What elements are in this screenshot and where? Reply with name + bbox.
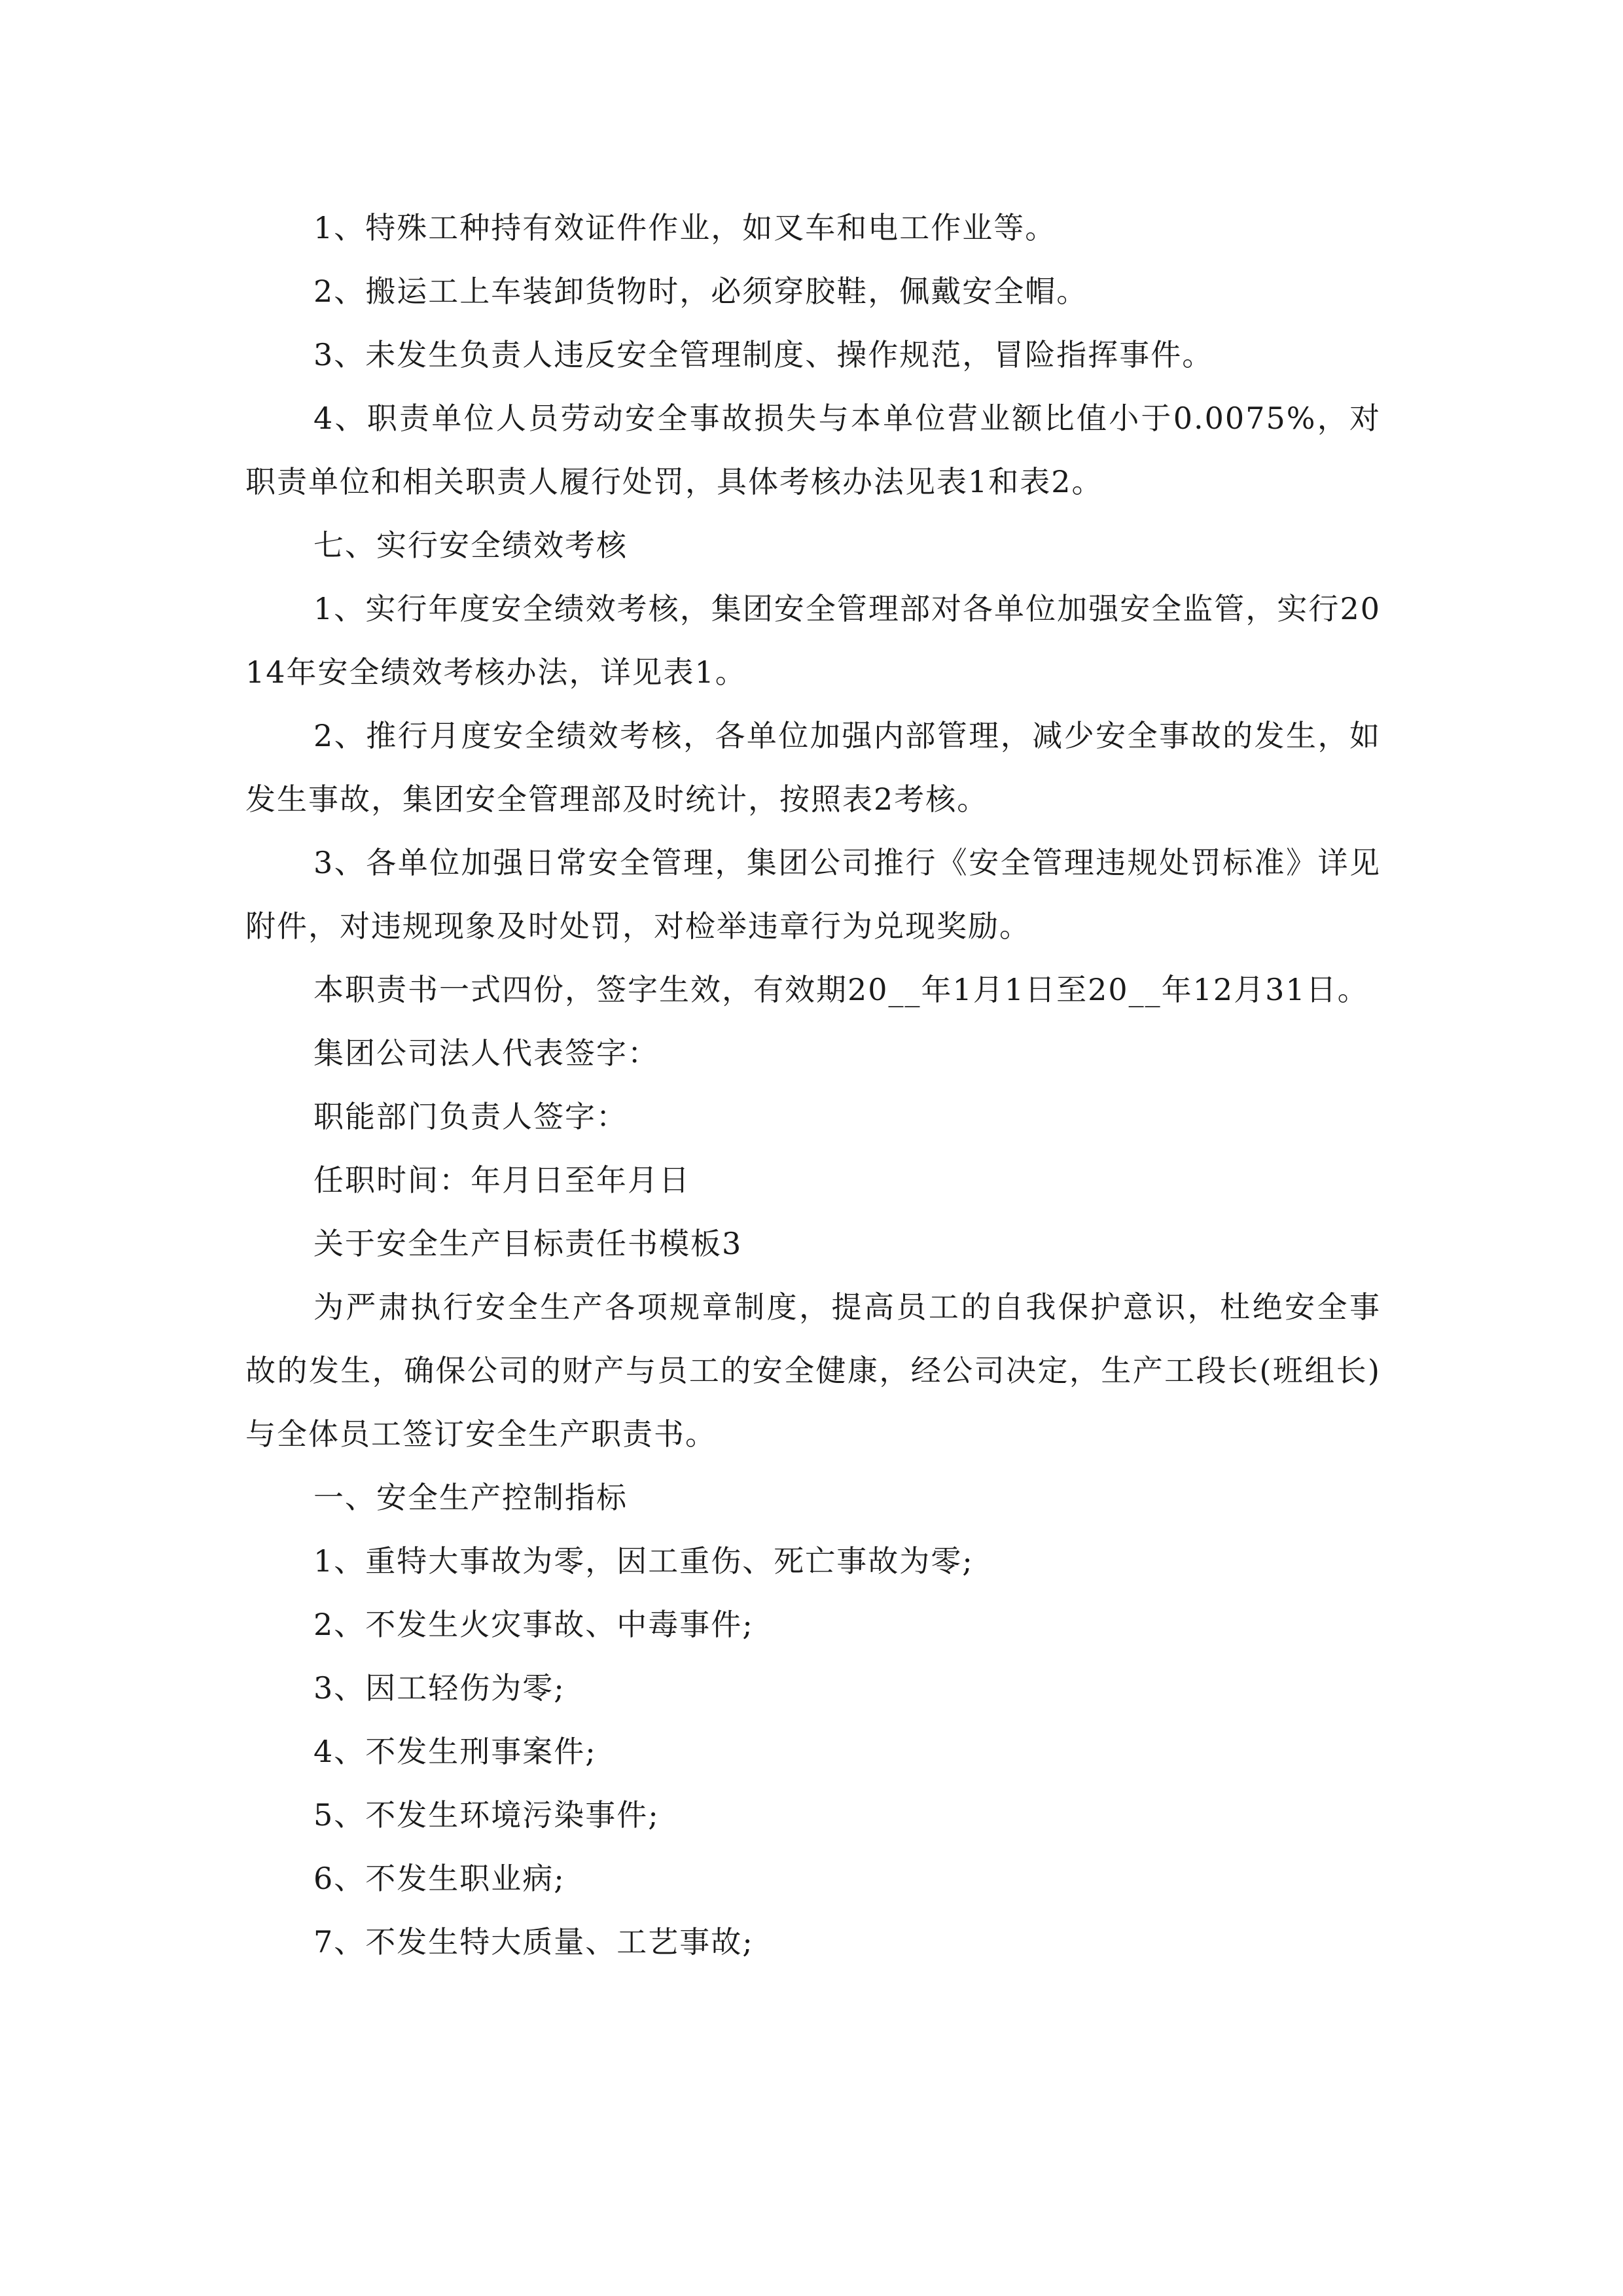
paragraph: 2、搬运工上车装卸货物时，必须穿胶鞋，佩戴安全帽。 bbox=[313, 274, 1088, 309]
list-item: 3、因工轻伤为零; bbox=[313, 1670, 565, 1706]
document-body bbox=[245, 196, 1381, 1974]
term-line: 任职时间：年月日至年月日 bbox=[313, 1162, 690, 1198]
paragraph: 1、实行年度安全绩效考核，集团安全管理部对各单位加强安全监管，实行2014年安全绩效考核办法，详见表1。 bbox=[245, 591, 1381, 690]
paragraph: 1、特殊工种持有效证件作业，如叉车和电工作业等。 bbox=[313, 210, 1057, 245]
paragraph: 2、推行月度安全绩效考核，各单位加强内部管理，减少安全事故的发生，如发生事故，集团安全管理部及时统计，按照表2考核。 bbox=[245, 718, 1381, 817]
signature-line: 集团公司法人代表签字： bbox=[313, 1035, 659, 1071]
section-title: 关于安全生产目标责任书模板3 bbox=[313, 1226, 743, 1261]
list-item: 6、不发生职业病; bbox=[313, 1861, 565, 1896]
paragraph: 3、未发生负责人违反安全管理制度、操作规范，冒险指挥事件。 bbox=[313, 337, 1214, 372]
paragraph: 本职责书一式四份，签字生效，有效期20__年1月1日至20__年12月31日。 bbox=[313, 972, 1369, 1007]
paragraph: 3、各单位加强日常安全管理，集团公司推行《安全管理违规处罚标准》详见附件，对违规现象及时处罚，对检举违章行为兑现奖励。 bbox=[245, 845, 1381, 944]
paragraph: 4、职责单位人员劳动安全事故损失与本单位营业额比值小于0.0075%，对职责单位和相关职责人履行处罚，具体考核办法见表1和表2。 bbox=[245, 401, 1381, 499]
signature-line: 职能部门负责人签字： bbox=[313, 1099, 628, 1134]
list-item: 1、重特大事故为零，因工重伤、死亡事故为零; bbox=[313, 1543, 974, 1579]
section-heading: 七、实行安全绩效考核 bbox=[313, 528, 628, 563]
list-item: 5、不发生环境污染事件; bbox=[313, 1797, 660, 1833]
list-item: 7、不发生特大质量、工艺事故; bbox=[313, 1924, 754, 1960]
list-item: 4、不发生刑事案件; bbox=[313, 1734, 597, 1769]
section-heading: 一、安全生产控制指标 bbox=[313, 1480, 628, 1515]
list-item: 2、不发生火灾事故、中毒事件; bbox=[313, 1607, 754, 1642]
paragraph: 为严肃执行安全生产各项规章制度，提高员工的自我保护意识，杜绝安全事故的发生，确保公司的财产与员工的安全健康，经公司决定，生产工段长(班组长)与全体员工签订安全生产职责书。 bbox=[245, 1289, 1381, 1452]
